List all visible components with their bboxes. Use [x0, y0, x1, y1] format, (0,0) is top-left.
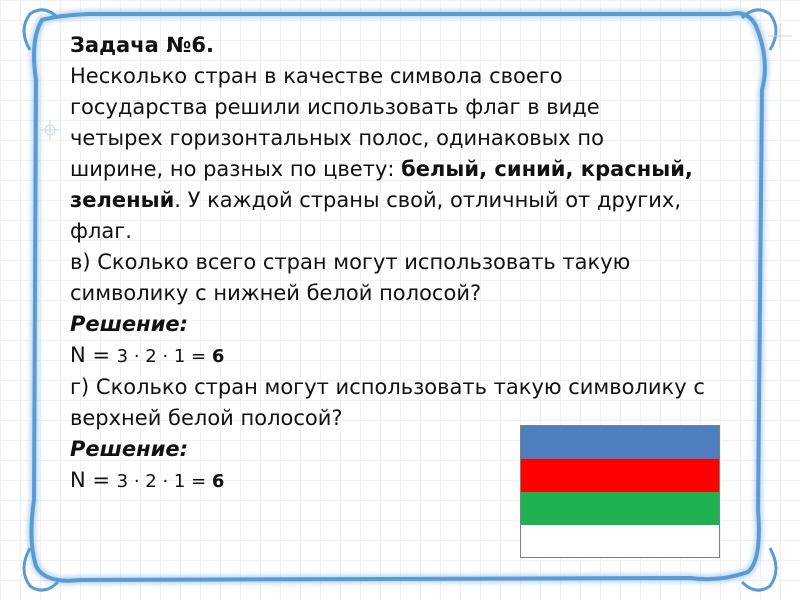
formula-v-eq: = — [185, 346, 212, 367]
flag-image — [520, 425, 720, 558]
task-title: Задача №6. — [70, 33, 214, 57]
formula-v-c: 1 — [173, 346, 186, 367]
flag-stripe-white — [521, 525, 719, 557]
formula-g-a: 3 — [116, 471, 129, 492]
question-g-line-1: г) Сколько стран могут использовать такую символику с — [70, 375, 705, 399]
formula-v-lhs: N = — [70, 343, 117, 367]
question-g-line-2: верхней белой полосой? — [70, 406, 343, 430]
formula-v-dot1: · — [128, 346, 146, 367]
question-v-line-1: в) Сколько всего стран могут использовать такую — [70, 250, 631, 274]
solution-label-g: Решение: — [70, 437, 189, 461]
formula-v-dot2: · — [156, 346, 174, 367]
task-line-5-tail: . У каждой страны свой, отличный от других, — [174, 188, 682, 212]
formula-g-lhs: N = — [70, 468, 117, 492]
task-line-3: четырех горизонтальных полос, одинаковых по — [70, 126, 604, 150]
task-line-1: Несколько стран в качестве символа своего — [70, 64, 563, 88]
task-colors-2: зеленый — [70, 188, 175, 212]
flag-stripe-red — [521, 459, 719, 492]
formula-g-eq: = — [185, 471, 212, 492]
formula-g-result: 6 — [211, 471, 225, 492]
formula-g-c: 1 — [173, 471, 186, 492]
formula-g-dot1: · — [128, 471, 146, 492]
formula-v-b: 2 — [145, 346, 157, 367]
task-line-6: флаг. — [70, 219, 132, 243]
formula-g-dot2: · — [156, 471, 174, 492]
task-colors: белый, синий, красный, — [401, 157, 693, 181]
task-line-4 — [70, 154, 760, 185]
formula-v — [70, 340, 760, 372]
formula-v-a: 3 — [116, 346, 129, 367]
flag-stripe-green — [521, 492, 719, 525]
task-line-4-start: ширине, но разных по цвету: — [70, 157, 402, 181]
task-line-2: государства решили использовать флаг в виде — [70, 95, 600, 119]
question-v-line-2: символику с нижней белой полосой? — [70, 281, 482, 305]
formula-v-result: 6 — [211, 346, 225, 367]
flag-stripe-blue — [521, 426, 719, 459]
formula-g-b: 2 — [145, 471, 157, 492]
solution-label-v: Решение: — [70, 312, 189, 336]
task-line-5 — [70, 185, 760, 216]
